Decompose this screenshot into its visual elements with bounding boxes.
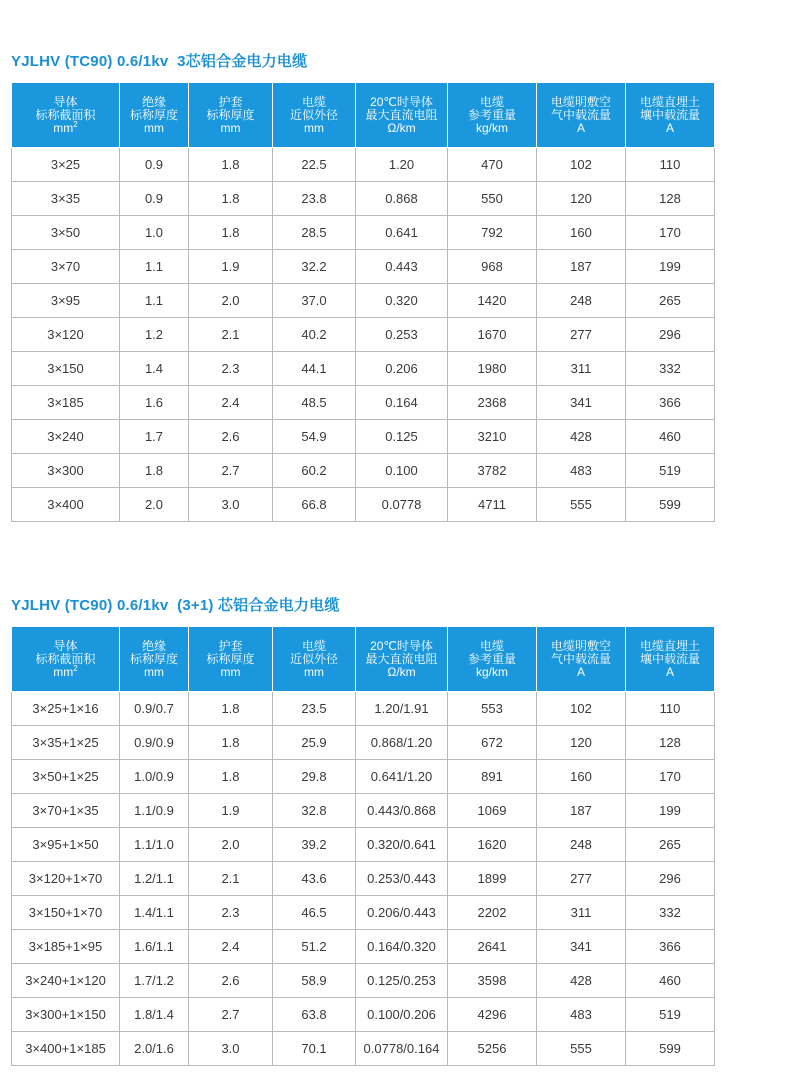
table-cell: 58.9 — [273, 964, 356, 998]
column-header-line: 标称厚度 — [129, 107, 178, 122]
table-row — [12, 794, 715, 828]
column-header-line: 绝缘 — [141, 638, 166, 653]
table-row — [12, 930, 715, 964]
table-cell: 1.4/1.1 — [120, 896, 189, 930]
column-header — [356, 83, 448, 148]
table-cell: 599 — [626, 488, 715, 522]
column-header — [626, 627, 715, 692]
table-cell: 2.3 — [189, 352, 273, 386]
table-cell: 1069 — [448, 794, 537, 828]
table-cell: 54.9 — [273, 420, 356, 454]
table-cell: 968 — [448, 250, 537, 284]
table-cell: 460 — [626, 964, 715, 998]
table-cell: 550 — [448, 182, 537, 216]
column-header-line: 参考重量 — [467, 651, 516, 666]
column-header-line: 最大直流电阻 — [365, 651, 438, 666]
table-cell: 277 — [537, 318, 626, 352]
table-header — [12, 627, 715, 692]
table-cell: 460 — [626, 420, 715, 454]
table-cell: 60.2 — [273, 454, 356, 488]
column-header-line: $mm^2$ — [53, 119, 78, 135]
table-cell: 483 — [537, 454, 626, 488]
table-cell: 555 — [537, 1032, 626, 1066]
table-cell: 1980 — [448, 352, 537, 386]
column-header-line: 电缆 — [301, 638, 326, 653]
table-cell: 3×35 — [12, 182, 120, 216]
table-cell: 110 — [626, 692, 715, 726]
table-cell: 0.641/1.20 — [356, 760, 448, 794]
table-cell: 32.8 — [273, 794, 356, 828]
table-cell: 366 — [626, 930, 715, 964]
table-cell: 1899 — [448, 862, 537, 896]
table-cell: 39.2 — [273, 828, 356, 862]
column-header — [448, 83, 537, 148]
table-cell: 4711 — [448, 488, 537, 522]
table-cell: 170 — [626, 216, 715, 250]
table-cell: 1.7 — [120, 420, 189, 454]
table-cell: 70.1 — [273, 1032, 356, 1066]
column-header — [12, 627, 120, 692]
column-header — [189, 83, 273, 148]
table-cell: 2.7 — [189, 454, 273, 488]
table-cell: 3×185+1×95 — [12, 930, 120, 964]
column-header-line: 壤中载流量 — [639, 651, 700, 666]
table-cell: 1620 — [448, 828, 537, 862]
table-cell: 128 — [626, 726, 715, 760]
table-cell: 160 — [537, 216, 626, 250]
table-cell: 3×95 — [12, 284, 120, 318]
table-cell: 519 — [626, 454, 715, 488]
table-cell: 3×70 — [12, 250, 120, 284]
table-cell: 341 — [537, 386, 626, 420]
table-cell: 3×150+1×70 — [12, 896, 120, 930]
table-cell: 0.206/0.443 — [356, 896, 448, 930]
column-header — [120, 627, 189, 692]
table-cell: 0.320 — [356, 284, 448, 318]
column-header-line: 导体 — [53, 638, 78, 653]
table-cell: 332 — [626, 896, 715, 930]
table-cell: 3×400+1×185 — [12, 1032, 120, 1066]
table-cell: 0.100 — [356, 454, 448, 488]
table-cell: 22.5 — [273, 148, 356, 182]
table-cell: 3×50+1×25 — [12, 760, 120, 794]
table-cell: 0.320/0.641 — [356, 828, 448, 862]
table-cell: 0.0778 — [356, 488, 448, 522]
column-header — [537, 627, 626, 692]
column-header-line: mm — [144, 120, 164, 135]
table-cell: 1670 — [448, 318, 537, 352]
table-cell: 2.0/1.6 — [120, 1032, 189, 1066]
table-cell: 37.0 — [273, 284, 356, 318]
table-cell: 277 — [537, 862, 626, 896]
cable-spec-section-3-core — [11, 50, 714, 522]
table-cell: 40.2 — [273, 318, 356, 352]
column-header-line: 近似外径 — [289, 651, 338, 666]
table-cell: 1.9 — [189, 794, 273, 828]
table-cell: 1.8 — [189, 692, 273, 726]
table-row — [12, 216, 715, 250]
table-cell: 32.2 — [273, 250, 356, 284]
table-cell: 2.0 — [189, 284, 273, 318]
table-cell: 1.20 — [356, 148, 448, 182]
table-row — [12, 454, 715, 488]
table-cell: 672 — [448, 726, 537, 760]
table-cell: 2368 — [448, 386, 537, 420]
column-header-line: mm — [144, 664, 164, 679]
table-row — [12, 760, 715, 794]
table-cell: 1.8 — [189, 216, 273, 250]
table-cell: 2.4 — [189, 386, 273, 420]
table-cell: 187 — [537, 794, 626, 828]
table-cell: 2.0 — [189, 828, 273, 862]
table-cell: 0.443 — [356, 250, 448, 284]
column-header-line: 电缆 — [479, 638, 504, 653]
table-cell: 2641 — [448, 930, 537, 964]
column-header — [12, 83, 120, 148]
table-cell: 1.1/1.0 — [120, 828, 189, 862]
table-cell: 128 — [626, 182, 715, 216]
table-cell: 332 — [626, 352, 715, 386]
table-row — [12, 896, 715, 930]
table-cell: 3.0 — [189, 488, 273, 522]
table-cell: 3598 — [448, 964, 537, 998]
table-cell: 3.0 — [189, 1032, 273, 1066]
table-cell: 0.9/0.9 — [120, 726, 189, 760]
column-header-line: 电缆明敷空 — [550, 94, 611, 109]
column-header-line: 20℃时导体 — [370, 94, 433, 109]
table-cell: 2.1 — [189, 862, 273, 896]
column-header-line: 标称截面积 — [35, 651, 96, 666]
table-cell: 0.164 — [356, 386, 448, 420]
column-header-line: 标称厚度 — [129, 651, 178, 666]
table-row — [12, 250, 715, 284]
column-header-line: 标称截面积 — [35, 107, 96, 122]
table-cell: 0.100/0.206 — [356, 998, 448, 1032]
table-cell: 66.8 — [273, 488, 356, 522]
column-header — [356, 627, 448, 692]
table-cell: 110 — [626, 148, 715, 182]
table-cell: 1.0/0.9 — [120, 760, 189, 794]
table-cell: 2.0 — [120, 488, 189, 522]
table-row — [12, 420, 715, 454]
table-cell: 25.9 — [273, 726, 356, 760]
spec-table — [11, 82, 715, 522]
table-row — [12, 964, 715, 998]
table-cell: 2.3 — [189, 896, 273, 930]
table-row — [12, 352, 715, 386]
table-cell: 0.164/0.320 — [356, 930, 448, 964]
table-cell: 3×240 — [12, 420, 120, 454]
table-cell: 0.641 — [356, 216, 448, 250]
spec-table — [11, 626, 715, 1066]
table-cell: 2.6 — [189, 420, 273, 454]
column-header-line: 标称厚度 — [206, 107, 255, 122]
table-cell: 1.4 — [120, 352, 189, 386]
table-cell: 3×70+1×35 — [12, 794, 120, 828]
table-cell: 0.443/0.868 — [356, 794, 448, 828]
column-header-line: 电缆直埋土 — [639, 94, 700, 109]
table-cell: 44.1 — [273, 352, 356, 386]
table-cell: 311 — [537, 896, 626, 930]
column-header-line: 电缆 — [479, 94, 504, 109]
column-header — [273, 627, 356, 692]
table-cell: 3×300 — [12, 454, 120, 488]
table-cell: 265 — [626, 828, 715, 862]
table-cell: 599 — [626, 1032, 715, 1066]
table-cell: 0.9/0.7 — [120, 692, 189, 726]
table-row — [12, 828, 715, 862]
column-header-line: mm — [220, 120, 241, 135]
column-header-line: 20℃时导体 — [370, 638, 433, 653]
column-header-line: 近似外径 — [289, 107, 338, 122]
table-cell: 428 — [537, 964, 626, 998]
table-header — [12, 83, 715, 148]
column-header-line: kg/km — [475, 664, 508, 679]
section-title: YJLHV (TC90) 0.6/1kv 3芯铝合金电力电缆 — [11, 53, 308, 70]
table-cell: 2.6 — [189, 964, 273, 998]
table-cell: 0.868 — [356, 182, 448, 216]
table-cell: 3×120+1×70 — [12, 862, 120, 896]
table-cell: 3×120 — [12, 318, 120, 352]
column-header — [626, 83, 715, 148]
table-cell: 1.1/0.9 — [120, 794, 189, 828]
table-cell: 1.8/1.4 — [120, 998, 189, 1032]
table-cell: 792 — [448, 216, 537, 250]
column-header — [448, 627, 537, 692]
table-cell: 2202 — [448, 896, 537, 930]
column-header-line: 绝缘 — [141, 94, 166, 109]
table-cell: 519 — [626, 998, 715, 1032]
table-cell: 470 — [448, 148, 537, 182]
table-cell: 102 — [537, 692, 626, 726]
table-cell: 46.5 — [273, 896, 356, 930]
column-header-line: 气中载流量 — [550, 107, 611, 122]
table-row — [12, 182, 715, 216]
table-cell: 2.1 — [189, 318, 273, 352]
table-cell: 1.2 — [120, 318, 189, 352]
table-cell: 1420 — [448, 284, 537, 318]
column-header-line: kg/km — [475, 120, 508, 135]
table-cell: 3×35+1×25 — [12, 726, 120, 760]
table-cell: 4296 — [448, 998, 537, 1032]
table-cell: 0.9 — [120, 148, 189, 182]
table-cell: 0.206 — [356, 352, 448, 386]
table-cell: 170 — [626, 760, 715, 794]
section-title: YJLHV (TC90) 0.6/1kv (3+1) 芯铝合金电力电缆 — [11, 597, 340, 614]
table-cell: 3×185 — [12, 386, 120, 420]
table-cell: 311 — [537, 352, 626, 386]
column-header-line: 电缆明敷空 — [550, 638, 611, 653]
table-row — [12, 488, 715, 522]
cable-spec-section-3plus1-core — [11, 594, 714, 1066]
table-cell: 483 — [537, 998, 626, 1032]
table-cell: 3×95+1×50 — [12, 828, 120, 862]
column-header-line: 护套 — [218, 94, 243, 109]
table-cell: 3×150 — [12, 352, 120, 386]
table-cell: 23.5 — [273, 692, 356, 726]
table-cell: 553 — [448, 692, 537, 726]
table-cell: 160 — [537, 760, 626, 794]
column-header-line: 最大直流电阻 — [365, 107, 438, 122]
table-cell: 1.1 — [120, 250, 189, 284]
column-header-line: $mm^2$ — [53, 663, 78, 679]
table-cell: 0.253/0.443 — [356, 862, 448, 896]
column-header — [189, 627, 273, 692]
table-cell: 296 — [626, 318, 715, 352]
column-header — [537, 83, 626, 148]
table-row — [12, 318, 715, 352]
column-header-line: A — [665, 120, 674, 135]
column-header — [273, 83, 356, 148]
table-cell: 891 — [448, 760, 537, 794]
table-cell: 1.1 — [120, 284, 189, 318]
table-cell: 2.4 — [189, 930, 273, 964]
table-cell: 1.20/1.91 — [356, 692, 448, 726]
table-cell: 296 — [626, 862, 715, 896]
table-row — [12, 284, 715, 318]
column-header-line: 参考重量 — [467, 107, 516, 122]
column-header-line: mm — [304, 120, 324, 135]
column-header-line: 护套 — [218, 638, 243, 653]
table-cell: 199 — [626, 250, 715, 284]
table-row — [12, 726, 715, 760]
table-cell: 1.7/1.2 — [120, 964, 189, 998]
table-cell: 3×400 — [12, 488, 120, 522]
column-header-line: A — [576, 664, 585, 679]
column-header-line: mm — [304, 664, 324, 679]
table-cell: 366 — [626, 386, 715, 420]
table-cell: 3210 — [448, 420, 537, 454]
table-cell: 341 — [537, 930, 626, 964]
column-header-line: 导体 — [53, 94, 78, 109]
column-header-line: Ω/km — [387, 120, 416, 135]
table-cell: 102 — [537, 148, 626, 182]
table-cell: 428 — [537, 420, 626, 454]
table-cell: 0.253 — [356, 318, 448, 352]
table-cell: 1.0 — [120, 216, 189, 250]
table-row — [12, 148, 715, 182]
table-cell: 28.5 — [273, 216, 356, 250]
table-cell: 43.6 — [273, 862, 356, 896]
column-header-line: 电缆 — [301, 94, 326, 109]
column-header-line: A — [576, 120, 585, 135]
table-cell: 1.8 — [189, 182, 273, 216]
table-cell: 48.5 — [273, 386, 356, 420]
table-cell: 1.8 — [189, 726, 273, 760]
table-cell: 120 — [537, 182, 626, 216]
column-header-line: 标称厚度 — [206, 651, 255, 666]
table-cell: 1.8 — [189, 148, 273, 182]
column-header-line: 气中载流量 — [550, 651, 611, 666]
column-header — [120, 83, 189, 148]
table-cell: 120 — [537, 726, 626, 760]
table-cell: 3×25+1×16 — [12, 692, 120, 726]
column-header-line: A — [665, 664, 674, 679]
table-cell: 3×300+1×150 — [12, 998, 120, 1032]
table-cell: 2.7 — [189, 998, 273, 1032]
table-cell: 3782 — [448, 454, 537, 488]
table-cell: 51.2 — [273, 930, 356, 964]
table-row — [12, 1032, 715, 1066]
table-cell: 1.6/1.1 — [120, 930, 189, 964]
table-row — [12, 386, 715, 420]
table-cell: 3×25 — [12, 148, 120, 182]
table-cell: 1.6 — [120, 386, 189, 420]
table-row — [12, 692, 715, 726]
column-header-line: 电缆直埋土 — [639, 638, 700, 653]
table-cell: 0.125/0.253 — [356, 964, 448, 998]
table-cell: 248 — [537, 284, 626, 318]
column-header-line: mm — [220, 664, 241, 679]
table-cell: 0.868/1.20 — [356, 726, 448, 760]
column-header-line: 壤中载流量 — [639, 107, 700, 122]
table-cell: 1.9 — [189, 250, 273, 284]
table-cell: 63.8 — [273, 998, 356, 1032]
table-cell: 187 — [537, 250, 626, 284]
table-row — [12, 998, 715, 1032]
table-cell: 3×240+1×120 — [12, 964, 120, 998]
table-row — [12, 862, 715, 896]
table-cell: 29.8 — [273, 760, 356, 794]
table-cell: 0.0778/0.164 — [356, 1032, 448, 1066]
table-cell: 0.125 — [356, 420, 448, 454]
table-cell: 1.8 — [189, 760, 273, 794]
table-cell: 555 — [537, 488, 626, 522]
table-cell: 199 — [626, 794, 715, 828]
table-cell: 0.9 — [120, 182, 189, 216]
table-cell: 248 — [537, 828, 626, 862]
column-header-line: Ω/km — [387, 664, 416, 679]
table-cell: 265 — [626, 284, 715, 318]
table-cell: 3×50 — [12, 216, 120, 250]
table-cell: 1.2/1.1 — [120, 862, 189, 896]
table-cell: 23.8 — [273, 182, 356, 216]
table-cell: 1.8 — [120, 454, 189, 488]
table-cell: 5256 — [448, 1032, 537, 1066]
